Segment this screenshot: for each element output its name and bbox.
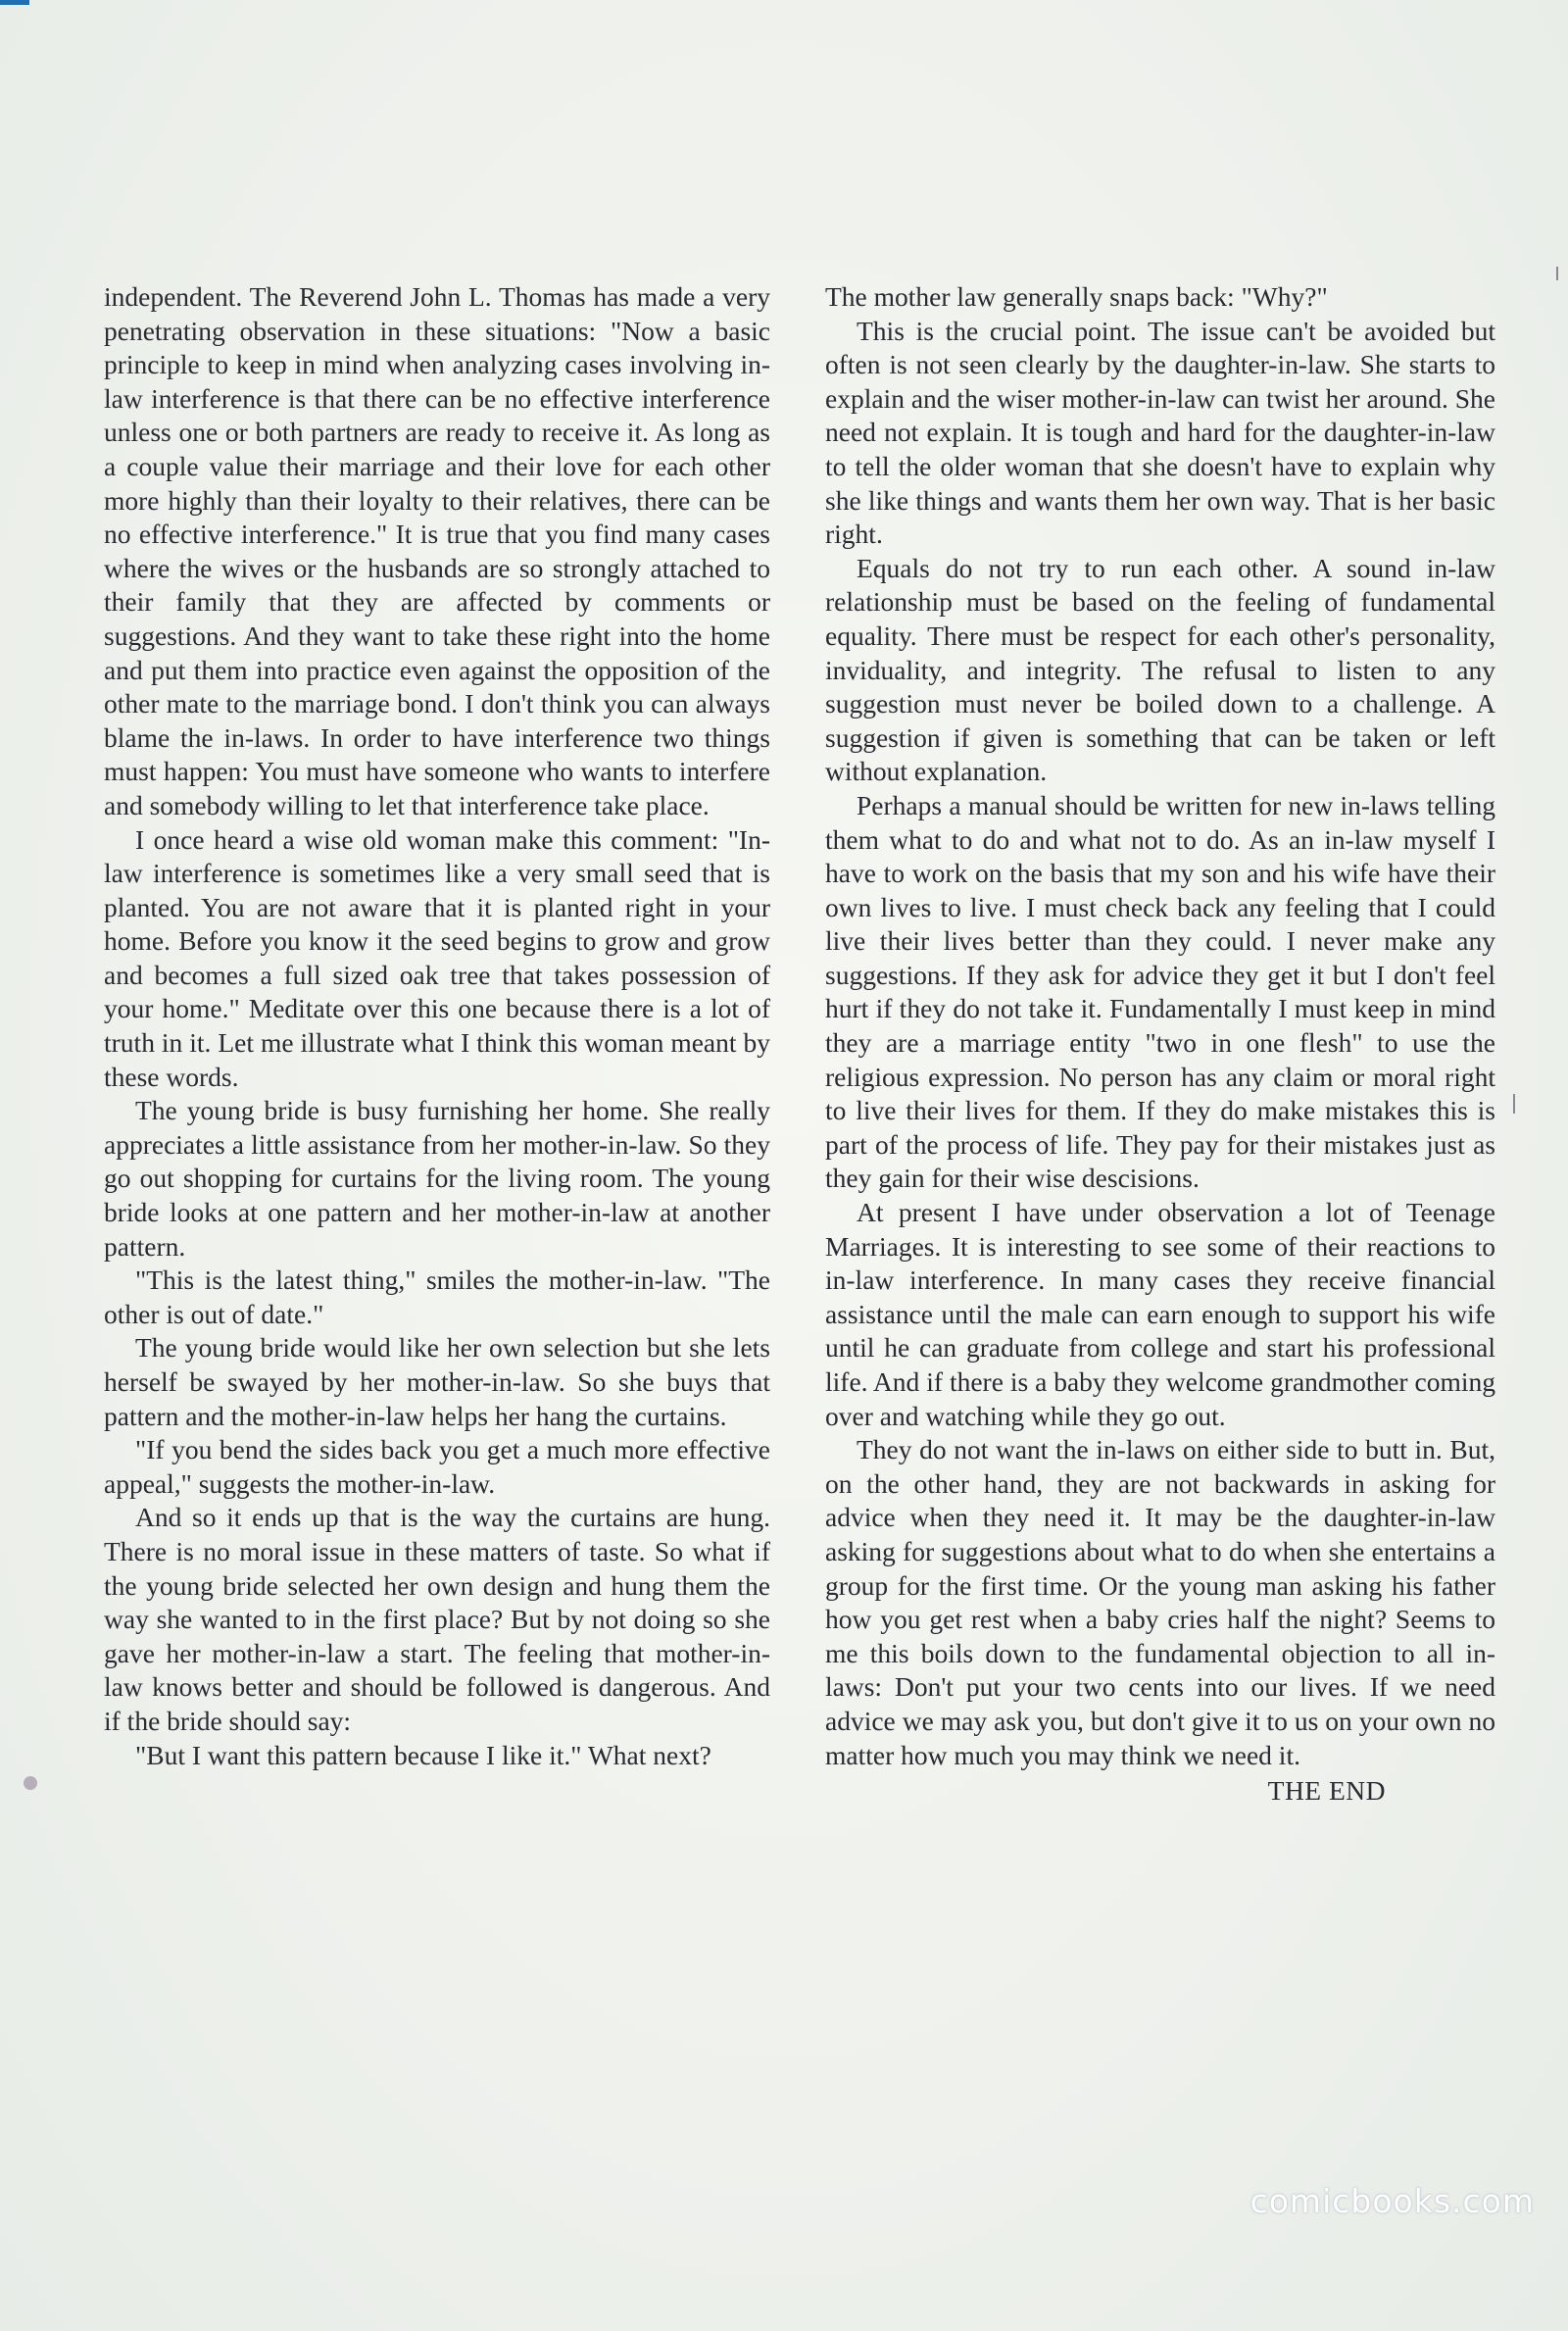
right-text-column: [825, 280, 1495, 1809]
paragraph: "If you bend the sides back you get a much more effective appeal," suggests the mother-in-law.: [104, 1434, 770, 1499]
paragraph: And so it ends up that is the way the curtains are hung. There is no moral issue in these matters of taste. So what if the young bride selected her own design and hung them the way she wanted to in the first place? But by not doing so she gave her mother-in-law a start. The feeling that mother-in-law knows better and should be followed is dangerous. And if the bride should say:: [104, 1502, 770, 1736]
paragraph: "This is the latest thing," smiles the mother-in-law. "The other is out of date.": [104, 1265, 770, 1329]
paragraph: I once heard a wise old woman make this comment: "In-law interference is sometimes like a very small seed that is planted. You are not aware that it is planted right in your home. Before you know it the seed begins to grow and grow and becomes a full sized oak tree that takes possession of your home." Meditate over this one because there is a lot of truth in it. Let me illustrate what I think this woman meant by these words.: [104, 823, 770, 1092]
paragraph: At present I have under observation a lot of Teenage Marriages. It is interesting to see some of their reactions to in-law interference. In many cases they receive financial assistance until the male can earn enough to support his wife until he can graduate from college and start his professional life. And if there is a baby they welcome grandmother coming over and watching while they go out.: [825, 1197, 1495, 1431]
edge-tick: [1513, 1094, 1515, 1114]
paragraph: The mother law generally snaps back: "Why?": [825, 281, 1328, 312]
paragraph: They do not want the in-laws on either side to butt in. But, on the other hand, they are not backwards in asking for advice when they need it. It may be the daughter-in-law asking for suggestions about what to do when she entertains a group for the first time. Or the young man asking his father how you get rest when a baby cries half the night? Seems to me this boils down to the fundamental objection to all in-laws: Don't put your two cents into our lives. If we need advice we may ask you, but don't give it to us on your own no matter how much you may think we need it.: [825, 1434, 1495, 1770]
left-text-column: [104, 280, 770, 1772]
corner-accent-mark: [0, 0, 29, 5]
paragraph: independent. The Reverend John L. Thomas has made a very penetrating observation in these situations: "Now a basic principle to keep in mind when analyzing cases involving in-law interference is that there can be no effective interference unless one or both partners are ready to receive it. As long as a couple value their marriage and their love for each other more highly than their loyalty to their relatives, there can be no effective interference." It is true that you find many cases where the wives or the husbands are so strongly attached to their family that they are affected by comments or suggestions. And they want to take these right into the home and put them into practice even against the opposition of the other mate to the marriage bond. I don't think you can always blame the in-laws. In order to have interference two things must happen: You must have someone who wants to interfere and somebody willing to let that interference take place.: [104, 281, 770, 820]
paragraph: The young bride would like her own selection but she lets herself be swayed by her mother-in-law. So she buys that pattern and the mother-in-law helps her hang the curtains.: [104, 1332, 770, 1431]
paragraph: This is the crucial point. The issue can't be avoided but often is not seen clearly by the daughter-in-law. She starts to explain and the wiser mother-in-law can twist her around. She need not explain. It is tough and hard for the daughter-in-law to tell the older woman that she doesn't have to explain why she like things and wants them her own way. That is her basic right.: [825, 315, 1495, 550]
paragraph: Perhaps a manual should be written for new in-laws telling them what to do and what not to do. As an in-law myself I have to work on the basis that my son and his wife have their own lives to live. I must check back any feeling that I could live their lives better than they could. I never make any suggestions. If they ask for advice they get it but I don't feel hurt if they do not take it. Fundamentally I must keep in mind they are a marriage entity "two in one flesh" to use the religious expression. No person has any claim or moral right to live their lives for them. If they do make mistakes this is part of the process of life. They pay for their mistakes just as they gain for their wise descisions.: [825, 789, 1495, 1194]
source-watermark: comicbooks.com: [1250, 2182, 1535, 2220]
paragraph: Equals do not try to run each other. A sound in-law relationship must be based on the feeling of fundamental equality. There must be respect for each other's personality, inviduality, and integrity. The refusal to listen to any suggestion must never be boiled down to a challenge. A suggestion if given is something that can be taken or left without explanation.: [825, 552, 1495, 787]
edge-tick: [1556, 267, 1558, 280]
the-end-label: THE END: [1267, 1775, 1386, 1807]
paragraph: "But I want this pattern because I like it." What next?: [135, 1739, 711, 1770]
paragraph: The young bride is busy furnishing her home. She really appreciates a little assistance from her mother-in-law. So they go out shopping for curtains for the living room. The young bride looks at one pattern and her mother-in-law at another pattern.: [104, 1095, 770, 1262]
print-speck: [24, 1776, 37, 1790]
